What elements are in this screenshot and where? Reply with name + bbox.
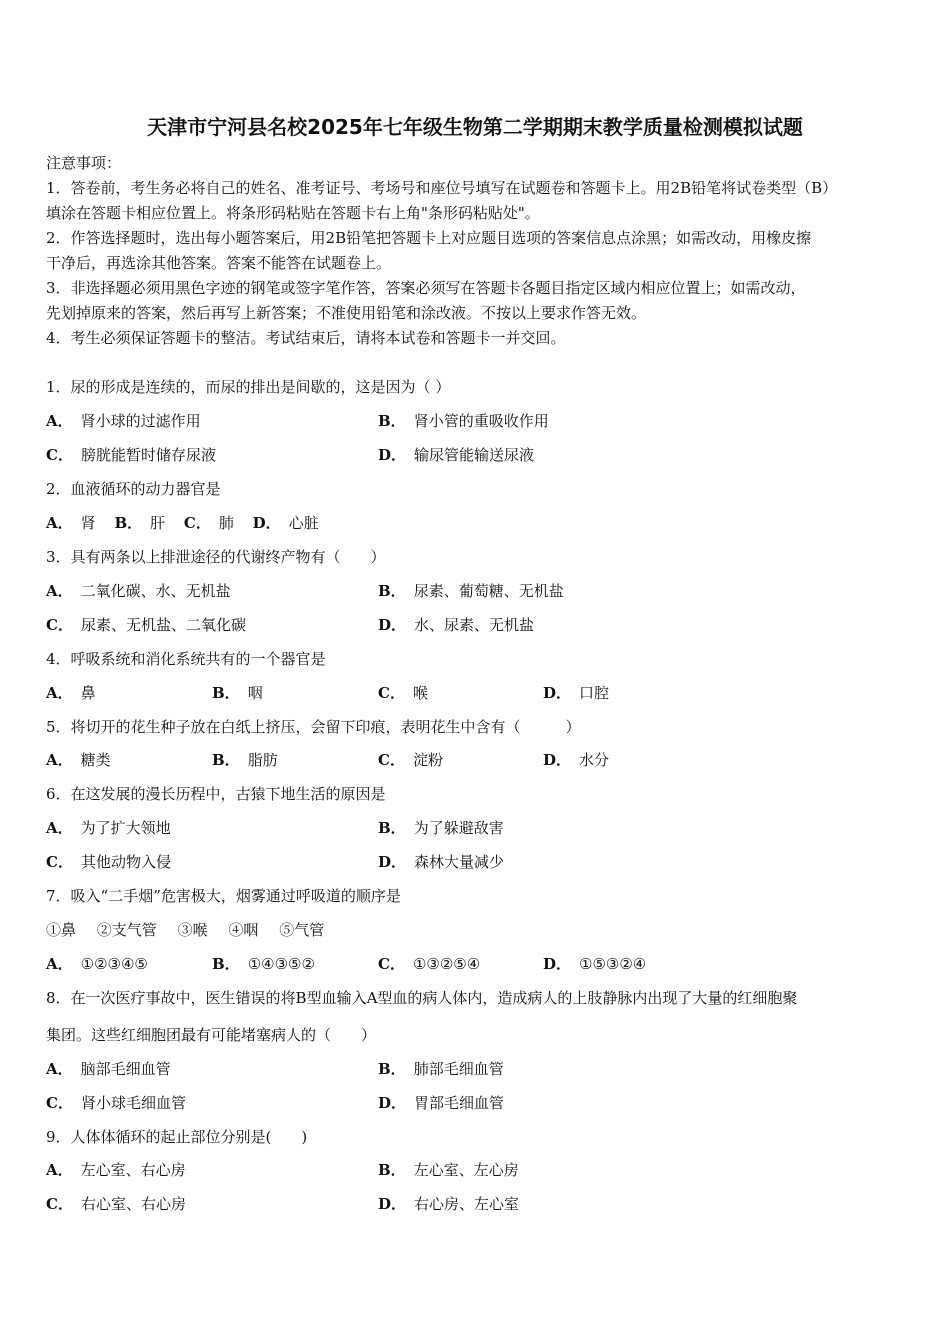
- option-text: 水分: [579, 751, 610, 769]
- option-text: 脑部毛细血管: [80, 1060, 171, 1078]
- question-1-option-d[interactable]: [378, 444, 534, 465]
- option-label: C．: [46, 1094, 73, 1112]
- option-label: D．: [378, 853, 407, 871]
- question-8-option-b[interactable]: [378, 1058, 504, 1079]
- option-label: D．: [378, 1195, 407, 1213]
- option-text: 心脏: [288, 514, 319, 532]
- option-label: B．: [378, 1161, 406, 1179]
- option-text: 左心室、右心房: [80, 1161, 186, 1179]
- question-2-option-c[interactable]: [184, 514, 234, 532]
- option-text: 淀粉: [412, 751, 443, 769]
- option-text: 咽: [247, 684, 263, 702]
- notice-heading: 注意事项：: [46, 154, 122, 172]
- option-text: 肝: [150, 514, 166, 532]
- question-5-option-b[interactable]: [212, 749, 278, 770]
- option-label: D．: [378, 446, 407, 464]
- option-text: 尿素、无机盐、二氧化碳: [80, 616, 246, 634]
- question-8-option-c[interactable]: [46, 1092, 186, 1113]
- question-9-option-c[interactable]: [46, 1193, 186, 1214]
- sequence-item: ④咽: [228, 921, 259, 939]
- notice-line: 干净后，再选涂其他答案。答案不能答在试题卷上。: [46, 254, 392, 272]
- option-text: 糖类: [80, 751, 111, 769]
- option-label: B．: [114, 514, 143, 532]
- option-label: C．: [46, 446, 73, 464]
- question-2-option-a[interactable]: [46, 514, 96, 532]
- option-text: 肺: [218, 514, 234, 532]
- option-text: 其他动物入侵: [80, 853, 171, 871]
- question-6-option-d[interactable]: [378, 851, 504, 872]
- question-7-option-d[interactable]: [543, 953, 646, 974]
- question-2-stem: 2．血液循环的动力器官是: [46, 480, 221, 498]
- option-label: A．: [46, 955, 73, 973]
- option-text: 为了扩大领地: [80, 819, 171, 837]
- page-title: 天津市宁河县名校2025年七年级生物第二学期期末教学质量检测模拟试题: [147, 115, 803, 139]
- sequence-item: ②支气管: [96, 921, 157, 939]
- option-label: B．: [378, 819, 406, 837]
- option-text: 右心室、右心房: [80, 1195, 186, 1213]
- option-label: B．: [212, 751, 240, 769]
- option-label: B．: [212, 955, 240, 973]
- option-text: ①⑤③②④: [579, 955, 647, 973]
- notice-line: 1．答卷前，考生务必将自己的姓名、准考证号、考场号和座位号填写在试题卷和答题卡上。用2B铅笔将试卷类型（B）: [46, 179, 838, 197]
- option-label: D．: [543, 751, 572, 769]
- option-text: 肺部毛细血管: [413, 1060, 504, 1078]
- notice-line: 填涂在答题卡相应位置上。将条形码粘贴在答题卡右上角"条形码粘贴处"。: [46, 204, 540, 222]
- question-4-option-c[interactable]: [378, 682, 428, 703]
- option-text: 尿素、葡萄糖、无机盐: [413, 582, 564, 600]
- option-text: 为了躲避敌害: [413, 819, 504, 837]
- question-7-stem: 7．吸入“二手烟”危害极大，烟雾通过呼吸道的顺序是: [46, 887, 401, 905]
- option-label: A．: [46, 819, 73, 837]
- option-text: 左心室、左心房: [413, 1161, 519, 1179]
- question-6-option-a[interactable]: [46, 817, 171, 838]
- option-label: C．: [378, 751, 405, 769]
- option-label: A．: [46, 751, 73, 769]
- question-9-option-a[interactable]: [46, 1159, 186, 1180]
- question-6-stem: 6．在这发展的漫长历程中，古猿下地生活的原因是: [46, 785, 386, 803]
- question-2-option-d[interactable]: [253, 514, 319, 532]
- option-label: D．: [378, 1094, 407, 1112]
- question-1-stem: 1．尿的形成是连续的，而尿的排出是间歇的，这是因为（ ）: [46, 378, 451, 396]
- question-2-options: [46, 512, 333, 533]
- question-7-option-c[interactable]: [378, 953, 480, 974]
- question-4-option-b[interactable]: [212, 682, 263, 703]
- option-label: D．: [252, 514, 281, 532]
- option-label: A．: [46, 582, 73, 600]
- option-label: D．: [543, 684, 572, 702]
- question-6-option-c[interactable]: [46, 851, 171, 872]
- question-4-option-d[interactable]: [543, 682, 609, 703]
- option-text: 肾小管的重吸收作用: [413, 412, 549, 430]
- option-label: C．: [46, 616, 73, 634]
- question-8-stem-continued: 集团。这些红细胞团最有可能堵塞病人的（ ）: [46, 1026, 377, 1044]
- sequence-item: ⑤气管: [279, 921, 325, 939]
- question-2-option-b[interactable]: [114, 514, 165, 532]
- option-label: C．: [183, 514, 211, 532]
- option-label: B．: [378, 1060, 406, 1078]
- question-8-stem: 8．在一次医疗事故中，医生错误的将B型血输入A型血的病人体内，造成病人的上肢静脉内出现了大量的红细胞聚: [46, 989, 798, 1007]
- option-text: ①④③⑤②: [247, 955, 315, 973]
- question-3-stem: 3．具有两条以上排泄途径的代谢终产物有（ ）: [46, 548, 386, 566]
- option-text: 肾小球毛细血管: [80, 1094, 186, 1112]
- question-1-option-a[interactable]: [46, 410, 201, 431]
- question-7-sequence: [46, 919, 340, 940]
- option-label: B．: [378, 412, 406, 430]
- option-label: A．: [46, 1060, 73, 1078]
- option-text: 鼻: [80, 684, 96, 702]
- option-text: 口腔: [579, 684, 610, 702]
- option-text: 肾: [80, 514, 96, 532]
- question-9-option-b[interactable]: [378, 1159, 519, 1180]
- option-label: A．: [46, 514, 73, 532]
- question-3-option-b[interactable]: [378, 580, 564, 601]
- question-4-option-a[interactable]: [46, 682, 96, 703]
- option-label: A．: [46, 412, 73, 430]
- question-1-option-b[interactable]: [378, 410, 549, 431]
- question-1-option-c[interactable]: [46, 444, 216, 465]
- question-5-option-d[interactable]: [543, 749, 609, 770]
- option-text: 森林大量减少: [414, 853, 505, 871]
- option-label: B．: [212, 684, 240, 702]
- question-5-option-a[interactable]: [46, 749, 111, 770]
- option-text: 肾小球的过滤作用: [80, 412, 201, 430]
- question-9-option-d[interactable]: [378, 1193, 519, 1214]
- option-text: 脂肪: [247, 751, 278, 769]
- option-label: C．: [46, 853, 73, 871]
- question-8-option-d[interactable]: [378, 1092, 504, 1113]
- question-8-option-a[interactable]: [46, 1058, 171, 1079]
- notice-line: 先划掉原来的答案，然后再写上新答案；不准使用铅笔和涂改液。不按以上要求作答无效。: [46, 304, 647, 322]
- question-5-stem: 5．将切开的花生种子放在白纸上挤压，会留下印痕，表明花生中含有（ ）: [46, 718, 581, 736]
- option-label: B．: [378, 582, 406, 600]
- option-label: A．: [46, 1161, 73, 1179]
- sequence-item: ③喉: [177, 921, 208, 939]
- question-7-option-a[interactable]: [46, 953, 148, 974]
- option-text: ①③②⑤④: [412, 955, 481, 973]
- notice-line: 3．非选择题必须用黑色字迹的钢笔或签字笔作答，答案必须写在答题卡各题目指定区域内相应位置上；如需改动，: [46, 279, 806, 297]
- option-label: C．: [378, 684, 405, 702]
- question-3-option-a[interactable]: [46, 580, 231, 601]
- option-text: 右心房、左心室: [414, 1195, 520, 1213]
- option-text: ①②③④⑤: [80, 955, 148, 973]
- question-4-stem: 4．呼吸系统和消化系统共有的一个器官是: [46, 650, 326, 668]
- option-label: C．: [46, 1195, 73, 1213]
- question-3-option-d[interactable]: [378, 614, 534, 635]
- option-text: 膀胱能暂时储存尿液: [80, 446, 216, 464]
- option-label: D．: [543, 955, 572, 973]
- option-text: 胃部毛细血管: [414, 1094, 505, 1112]
- notice-line: 2．作答选择题时，选出每小题答案后，用2B铅笔把答题卡上对应题目选项的答案信息点涂黑；如需改动，用橡皮擦: [46, 229, 812, 247]
- option-label: D．: [378, 616, 407, 634]
- question-6-option-b[interactable]: [378, 817, 504, 838]
- question-3-option-c[interactable]: [46, 614, 246, 635]
- option-label: A．: [46, 684, 73, 702]
- option-text: 水、尿素、无机盐: [414, 616, 535, 634]
- notice-line: 4．考生必须保证答题卡的整洁。考试结束后，请将本试卷和答题卡一并交回。: [46, 329, 566, 347]
- option-text: 输尿管能输送尿液: [414, 446, 535, 464]
- option-text: 二氧化碳、水、无机盐: [80, 582, 231, 600]
- question-7-option-b[interactable]: [212, 953, 315, 974]
- sequence-item: ①鼻: [46, 921, 77, 939]
- question-5-option-c[interactable]: [378, 749, 443, 770]
- option-text: 喉: [412, 684, 428, 702]
- option-label: C．: [378, 955, 405, 973]
- question-9-stem: 9．人体体循环的起止部位分别是( ): [46, 1128, 308, 1146]
